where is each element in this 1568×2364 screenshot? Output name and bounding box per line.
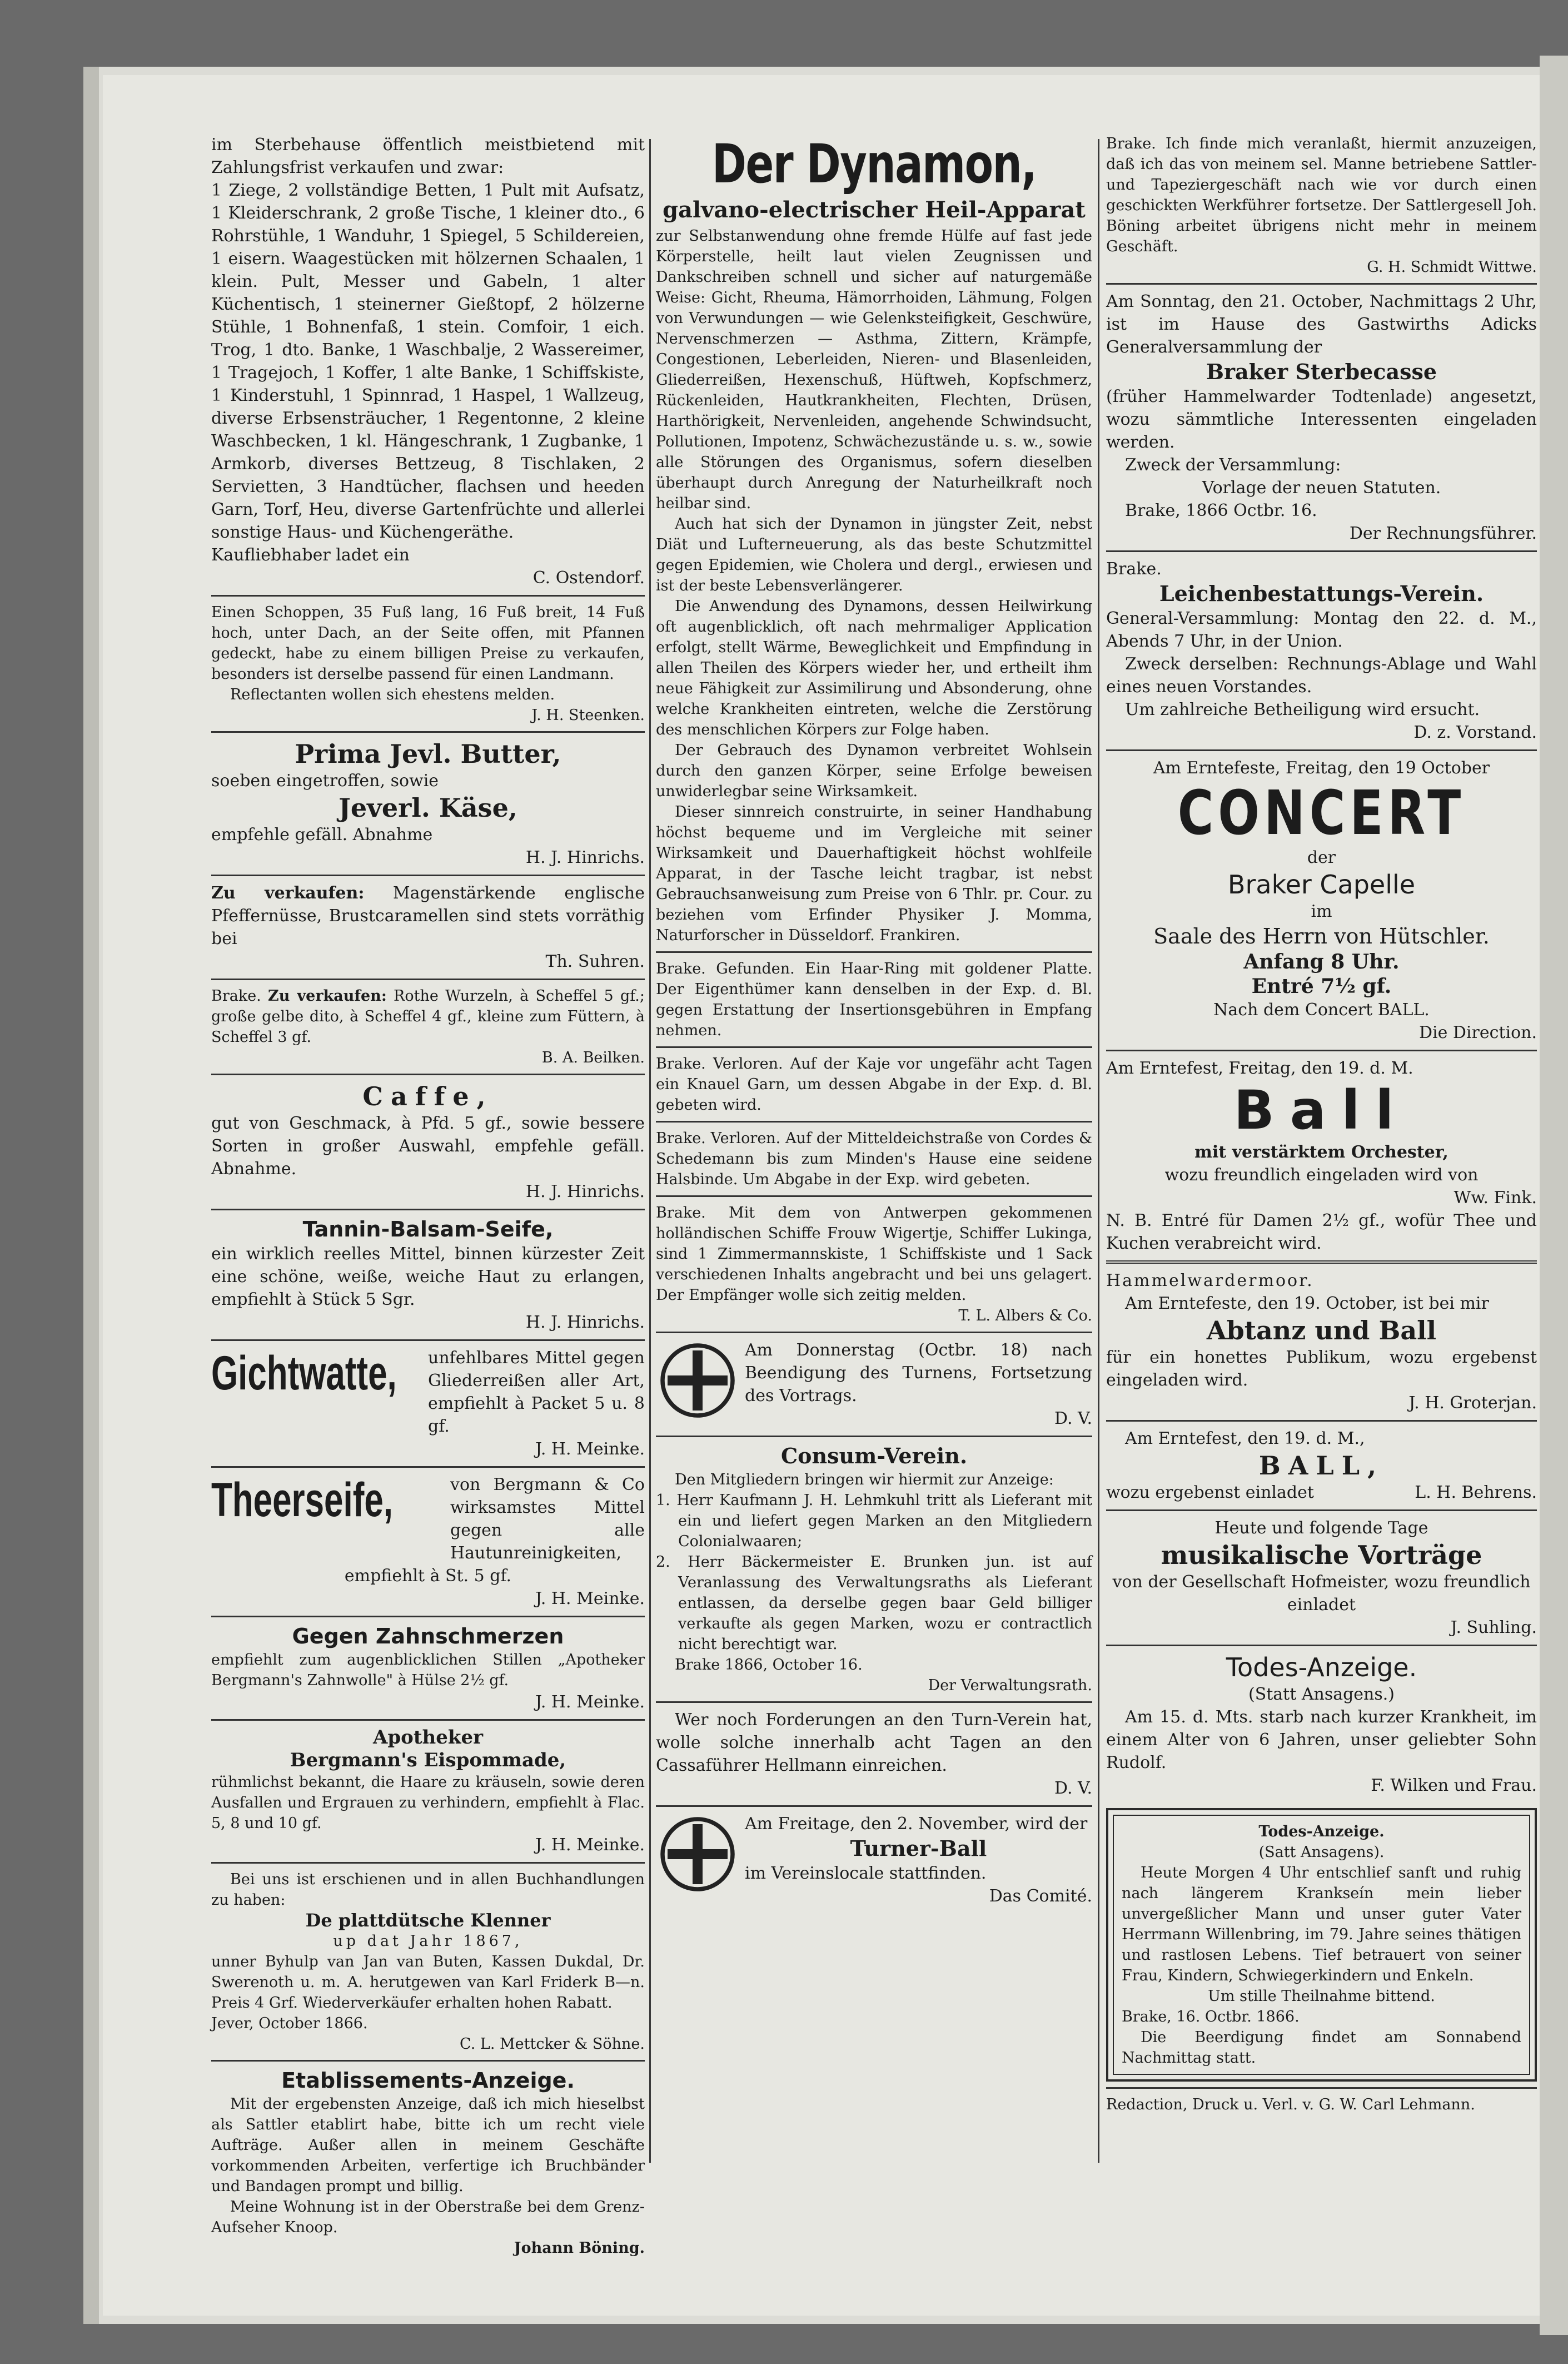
ad-separator xyxy=(656,951,1092,953)
sterbecasse-date: Brake, 1866 Octbr. 16. xyxy=(1125,501,1317,520)
ad-separator xyxy=(211,1719,645,1721)
ad-separator xyxy=(1106,1050,1537,1051)
ad-separator xyxy=(211,1074,645,1075)
ball1-signature: Ww. Fink. xyxy=(1453,1188,1537,1208)
klenner-intro: Bei uns ist erschienen und in allen Buchhandlungen zu haben: xyxy=(211,1871,645,1909)
vortraege-title: musikalische Vorträge xyxy=(1161,1540,1482,1570)
antwerpen-ad xyxy=(656,1203,1092,1326)
forderungen-ad xyxy=(656,1709,1092,1800)
ad-separator xyxy=(1106,1260,1537,1264)
gicht-signature: J. H. Meinke. xyxy=(535,1439,645,1459)
theer-title: Theerseife, xyxy=(211,1473,393,1527)
vortraege-text: von der Gesellschaft Hofmeister, wozu freundlich einladet xyxy=(1112,1572,1531,1615)
concert-intro: Am Erntefeste, Freitag, den 19 October xyxy=(1153,758,1490,778)
todes1-text: Am 15. d. Mts. starb nach kurzer Krankheit, im einem Alter von 6 Jahren, unser geliebter Sohn Rudolf. xyxy=(1106,1707,1537,1772)
schoppen-ad xyxy=(211,602,645,726)
ball1-text: wozu freundlich eingeladen wird von xyxy=(1164,1165,1479,1185)
etabl-text2: Meine Wohnung ist in der Oberstraße bei dem Grenz-Aufseher Knoop. xyxy=(211,2198,645,2236)
todes2-date: Brake, 16. Octbr. 1866. xyxy=(1122,2008,1300,2025)
ad-separator xyxy=(211,595,645,597)
ad-separator xyxy=(1106,1645,1537,1646)
wurzeln-ad xyxy=(211,986,645,1068)
turnerball-ad xyxy=(656,1812,1092,1908)
pommade-ad xyxy=(211,1726,645,1856)
ad-separator xyxy=(656,1195,1092,1197)
page-edge xyxy=(1540,56,1568,2335)
abtanz-signature: J. H. Groterjan. xyxy=(1408,1393,1537,1413)
auction-items: 1 Ziege, 2 vollständige Betten, 1 Pult mit Aufsatz, 1 Kleiderschrank, 2 große Tische, 1 kleiner dto., 6 Rohrstühle, 1 Wanduhr, 1 Spiegel, 5 Schildereien, 1 eisern. Waagestücken mit hölzernen Schaalen, 1 klein. Pult, Messer und Gabeln, 1 alter Küchentisch, 1 steinerner Gießtopf, 2 hölzerne Stühle, 1 Bohnenfaß, 1 stein. Comfoir, 1 eich. Trog, 1 dto. Banke, 1 Waschbalje, 2 Wassereimer, 1 Tragejoch, 1 Koffer, 1 alte Banke, 1 Schiffskiste, 1 Kinderstuhl, 1 Spinnrad, 1 Haspel, 1 Wallzeug, diverse Erbsensträucher, 1 Regentonne, 2 kleine Waschbecken, 1 kl. Hängeschrank, 1 Zugbanke, 1 Armkorb, diverses Bettzeug, 8 Tischlaken, 2 Servietten, 3 Handtücher, flachsen und heeden Garn, Torf, Heu, diverse Gartenfrüchte und allerlei sonstige Haus- und Küchengeräthe. xyxy=(211,181,645,542)
concert-im: im xyxy=(1311,902,1332,921)
dynamon-p3: Die Anwendung des Dynamons, dessen Heilwirkung oft augenblicklich, oft nach mehrmaliger Application erfolgt, stellt Wärme, Beweglichkeit und Empfindung in allen Theilen des Körpers wieder her, und ertheilt ihm neue Fähigkeit zur Assimilirung und Absonderung, ohne welche Krankheiten eintreten, welche die Zerstörung des menschlichen Körpers zur Folge haben. xyxy=(656,598,1092,738)
todes1-signature: F. Wilken und Frau. xyxy=(1371,1776,1537,1795)
ball2-intro: Am Erntefest, den 19. d. M., xyxy=(1125,1429,1365,1448)
sterbecasse-ad xyxy=(1106,290,1537,545)
sterbecasse-zweck2: Vorlage der neuen Statuten. xyxy=(1202,478,1441,498)
caffe-signature: H. J. Hinrichs. xyxy=(525,1182,645,1201)
consum-date: Brake 1866, October 16. xyxy=(675,1656,863,1673)
gicht-text: unfehlbares Mittel gegen Gliederreißen aller Art, empfiehlt à Packet 5 u. 8 gf. xyxy=(428,1348,645,1436)
imprint: Redaction, Druck u. Verl. v. G. W. Carl Lehmann. xyxy=(1106,2096,1475,2113)
sterbecasse-signature: Der Rechnungsführer. xyxy=(1349,524,1537,543)
ad-separator xyxy=(1106,1420,1537,1422)
consum-signature: Der Verwaltungsrath. xyxy=(928,1677,1092,1694)
dynamon-p5: Dieser sinnreich construirte, in seiner Handhabung höchst bequeme und im Vergleiche mit seiner Wirksamkeit und Dauerhaftigkeit höchst wohlfeile Apparat, in der Tasche leicht tragbar, ist nebst Gebrauchsanweisung zum Preise von 6 Thlr. pr. Cour. zu beziehen vom Erfinder Physiker J. Momma, Naturforscher in Düsseldorf. Frankiren. xyxy=(656,803,1092,944)
abtanz-intro: Am Erntefeste, den 19. October, ist bei mir xyxy=(1125,1294,1489,1313)
sattler-ad xyxy=(1106,133,1537,277)
butter-title: Prima Jevl. Butter, xyxy=(295,739,561,769)
caffe-ad xyxy=(211,1081,645,1203)
sattler-signature: G. H. Schmidt Wittwe. xyxy=(1367,259,1537,276)
caffe-title: Caffe, xyxy=(362,1081,494,1111)
pommade-text: rühmlichst bekannt, die Haare zu kräuseln, sowie deren Ausfallen und Ergrauen zu verhindern, empfiehlt à Flac. 5, 8 und 10 gf. xyxy=(211,1774,645,1832)
concert-band: Braker Capelle xyxy=(1227,870,1416,900)
wurzeln-text: Rothe Wurzeln, à Scheffel 5 gf.; große gelbe dito, à Scheffel 4 gf., kleine zum Füttern, à Scheffel 3 gf. xyxy=(211,987,645,1046)
butter-ad xyxy=(211,738,645,869)
ball2-ad xyxy=(1106,1427,1537,1504)
leichen-place: Brake. xyxy=(1106,559,1162,579)
todes2-ad xyxy=(1113,1815,1530,2075)
ad-separator xyxy=(656,1436,1092,1437)
verloren1-ad: Brake. Verloren. Auf der Kaje vor ungefähr acht Tagen ein Knauel Garn, um dessen Abgabe in der Exp. d. Bl. gebeten wird. xyxy=(656,1055,1092,1114)
pfeffer-ad xyxy=(211,882,645,973)
leichen-title: Leichenbestattungs-Verein. xyxy=(1159,581,1484,606)
ad-separator xyxy=(211,1209,645,1210)
concert-entry: Entré 7½ gf. xyxy=(1251,975,1392,998)
ad-separator xyxy=(211,1466,645,1468)
leichen-text: General-Versammlung: Montag den 22. d. M., Abends 7 Uhr, in der Union. xyxy=(1106,609,1537,651)
forderungen-text: Wer noch Forderungen an den Turn-Verein hat, wolle solche innerhalb acht Tagen an den Cassaführer Hellmann einreichen. xyxy=(656,1710,1092,1775)
concert-title: CONCERT xyxy=(1177,777,1466,848)
butter-text: empfehle gefäll. Abnahme xyxy=(211,825,433,845)
consum-title: Consum-Verein. xyxy=(780,1443,968,1468)
theer-ad xyxy=(211,1473,645,1610)
zahn-title: Gegen Zahnschmerzen xyxy=(292,1624,564,1648)
sterbecasse-zweck: Zweck der Versammlung: xyxy=(1125,455,1341,475)
sterbecasse-text2: (früher Hammelwarder Todtenlade) angesetzt, wozu sämmtliche Interessenten eingeladen werden. xyxy=(1106,387,1537,452)
todes2-title: Todes-Anzeige. xyxy=(1258,1823,1385,1840)
turnerball-text: im Vereinslocale stattfinden. xyxy=(745,1864,987,1883)
dynamon-p1: zur Selbstanwendung ohne fremde Hülfe auf fast jede Körperstelle, heilt laut vielen Zeugnissen und Dankschreiben schnell und sicher auf naturgemäße Weise: Gicht, Rheuma, Hämorrhoiden, Lähmung, Folgen von Verwundungen — wie Gelenksteifigkeit, Geschwüre, Nervenschmerzen — Asthma, Zittern, Krämpfe, Congestionen, Leberleiden, Nieren- und Blasenleiden, Gliederreißen, Hexenschuß, Hüftweh, Kopfschmerz, Rückenleiden, Hautkrankheiten, Flechten, Drüsen, Harthörigkeit, Nervenleiden, angehende Schwindsucht, Pollutionen, Impotenz, Schwächezustände u. s. w., sowie alle Störungen des Organismus, sofern dieselben überhaupt durch Anregung der Naturheilkraft noch heilbar sind. xyxy=(656,227,1092,512)
etabl-text: Mit der ergebensten Anzeige, daß ich mich hieselbst als Sattler etablirt habe, bitte ich um recht viele Aufträge. Außer allen in meinem Geschäfte vorkommenden Arbeiten, verfertige ich Bruchbänder und Bandagen prompt und billig. xyxy=(211,2095,645,2195)
ball1-title: Ball xyxy=(1233,1079,1410,1141)
butter-sub: soeben eingetroffen, sowie xyxy=(211,771,439,791)
consum-intro: Den Mitgliedern bringen wir hiermit zur Anzeige: xyxy=(675,1471,1054,1488)
wurzeln-signature: B. A. Beilken. xyxy=(541,1049,645,1066)
theer-signature: J. H. Meinke. xyxy=(535,1589,645,1608)
turnerball-title: Turner-Ball xyxy=(850,1836,987,1861)
kaese-title: Jeverl. Käse, xyxy=(339,793,517,823)
consum-ad xyxy=(656,1443,1092,1696)
theer-text2: empfiehlt à St. 5 gf. xyxy=(344,1566,512,1586)
column-1 xyxy=(211,133,645,2258)
leichen-signature: D. z. Vorstand. xyxy=(1413,723,1537,742)
column-rule xyxy=(649,139,651,2163)
ad-separator xyxy=(211,1862,645,1864)
consum-item-2: 2. Herr Bäckermeister E. Brunken jun. ist auf Veranlassung des Verwaltungsraths als Lieferant entlassen, da derselbe gegen baar Geld billiger verkaufte als gegen Marken, wozu er contractlich nicht berechtigt war. xyxy=(656,1553,1092,1653)
schoppen-signature: J. H. Steenken. xyxy=(531,707,645,724)
klenner-ad xyxy=(211,1869,645,2054)
concert-after: Nach dem Concert BALL. xyxy=(1213,1000,1430,1020)
turnen-ad xyxy=(656,1339,1092,1430)
tannin-ad xyxy=(211,1216,645,1334)
ad-separator xyxy=(656,1701,1092,1703)
todes1-title: Todes-Anzeige. xyxy=(1226,1652,1417,1682)
ball2-title: BALL, xyxy=(1258,1451,1385,1481)
ball2-signature: L. H. Behrens. xyxy=(1415,1483,1537,1502)
leichen-ad xyxy=(1106,558,1537,744)
dynamon-p4: Der Gebrauch des Dynamon verbreitet Wohlsein durch den ganzen Körper, seine Erfolge beweisen unwiderlegbar seine Wirksamkeit. xyxy=(656,742,1092,800)
schoppen-note: Reflectanten wollen sich ehestens melden. xyxy=(230,686,555,703)
ad-separator xyxy=(1106,283,1537,285)
antwerpen-text: Brake. Mit dem von Antwerpen gekommenen holländischen Schiffe Frouw Wigertje, Schiffer Lukinga, sind 1 Zimmermannskiste, 1 Schiffskiste und 1 Sack verschiedenen Inhalts angebracht und bei uns gelagert. Der Empfänger wolle sich zeitig melden. xyxy=(656,1204,1092,1304)
ad-separator xyxy=(1106,2087,1537,2089)
sterbecasse-text: Am Sonntag, den 21. October, Nachmittags 2 Uhr, ist im Hause des Gastwirths Adicks Generalversammlung der xyxy=(1106,292,1537,357)
ad-separator xyxy=(211,1616,645,1617)
ball2-text: wozu ergebenst einladet xyxy=(1106,1483,1314,1502)
auction-ad xyxy=(211,133,645,589)
leichen-text2: Zweck derselben: Rechnungs-Ablage und Wahl eines neuen Vorstandes. xyxy=(1106,654,1537,697)
todes1-sub: (Statt Ansagens.) xyxy=(1248,1685,1395,1704)
ad-separator xyxy=(656,1046,1092,1048)
todes1-ad xyxy=(1106,1652,1537,1797)
antwerpen-signature: T. L. Albers & Co. xyxy=(958,1307,1092,1324)
todes2-text3: Die Beerdigung findet am Sonnabend Nachmittag statt. xyxy=(1122,2029,1521,2067)
zahn-signature: J. H. Meinke. xyxy=(535,1692,645,1712)
klenner-year: up dat Jahr 1867, xyxy=(333,1933,523,1950)
column-3 xyxy=(1106,133,1537,2115)
ball1-nb: N. B. Entré für Damen 2½ gf., wofür Thee und Kuchen verabreicht wird. xyxy=(1106,1211,1537,1253)
auction-text: im Sterbehause öffentlich meistbietend mit Zahlungsfrist verkaufen und zwar: xyxy=(211,135,645,177)
etabl-title: Etablissements-Anzeige. xyxy=(281,2068,575,2093)
ad-separator xyxy=(1106,749,1537,751)
dynamon-p2: Auch hat sich der Dynamon in jüngster Zeit, nebst Diät und Lufterneuerung, als das beste Schutzmittel gegen Epidemien, wie Cholera und dergl., erwiesen und ist der beste Lebensverlängerer. xyxy=(656,515,1092,594)
turnerball-intro: Am Freitage, den 2. November, wird der xyxy=(745,1814,1088,1834)
pfeffer-head: Zu verkaufen: xyxy=(211,883,365,903)
concert-der: der xyxy=(1307,848,1336,867)
etabl-ad xyxy=(211,2067,645,2258)
todes2-text: Heute Morgen 4 Uhr entschlief sanft und ruhig nach längerem Krankseín mein lieber unvergeßlicher Mann und unser guter Vater Herrmann Willenbring, im 79. Jahre seines thätigen und rastlosen Lebens. Tief betrauert von seiner Frau, Kindern, Schwiegerkindern und Enkeln. xyxy=(1122,1864,1521,1984)
pommade-title: Apotheker xyxy=(373,1726,483,1749)
concert-place: Saale des Herrn von Hütschler. xyxy=(1153,924,1490,948)
abtanz-ad xyxy=(1106,1269,1537,1414)
concert-signature: Die Direction. xyxy=(1418,1023,1537,1042)
ad-separator xyxy=(656,1805,1092,1807)
pommade-title2: Bergmann's Eispommade, xyxy=(290,1749,566,1771)
todes2-frame xyxy=(1106,1808,1537,2082)
caffe-text: gut von Geschmack, à Pfd. 5 gf., sowie bessere Sorten in großer Auswahl, empfehle gefäll. Abnahme. xyxy=(211,1114,645,1179)
tannin-signature: H. J. Hinrichs. xyxy=(525,1313,645,1332)
zahn-ad xyxy=(211,1623,645,1714)
forderungen-signature: D. V. xyxy=(1054,1779,1092,1798)
klenner-signature: C. L. Mettcker & Söhne. xyxy=(460,2035,645,2053)
vortraege-intro: Heute und folgende Tage xyxy=(1214,1518,1428,1538)
tannin-title: Tannin-Balsam-Seife, xyxy=(302,1217,554,1241)
klenner-title: De plattdütsche Klenner xyxy=(305,1910,551,1931)
dynamon-ad xyxy=(656,133,1092,946)
pfeffer-signature: Th. Suhren. xyxy=(545,952,645,971)
ad-separator xyxy=(211,731,645,733)
ad-separator xyxy=(211,2060,645,2062)
sterbecasse-title: Braker Sterbecasse xyxy=(1206,359,1437,384)
leichen-text3: Um zahlreiche Betheiligung wird ersucht. xyxy=(1125,700,1480,719)
abtanz-title: Abtanz und Ball xyxy=(1206,1315,1437,1345)
zahn-text: empfiehlt zum augenblicklichen Stillen „Apotheker Bergmann's Zahnwolle" à Hülse 2½ gf. xyxy=(211,1651,645,1689)
klenner-date: Jever, October 1866. xyxy=(211,2015,368,2032)
ad-separator xyxy=(211,1339,645,1341)
concert-start: Anfang 8 Uhr. xyxy=(1243,950,1400,974)
wurzeln-place: Brake. xyxy=(211,987,261,1005)
ad-separator xyxy=(211,979,645,980)
sattler-text: Brake. Ich finde mich veranlaßt, hiermit anzuzeigen, daß ich das von meinem sel. Manne betriebene Sattler- und Tapeziergeschäft nach wie vor durch einen geschickten Werkführer fortsetze. Der Sattlergesell Joh. Böning arbeitet übrigens nicht mehr in meinem Geschäft. xyxy=(1106,135,1537,255)
turner-cross-emblem-icon xyxy=(656,1812,739,1896)
klenner-text: unner Byhulp van Jan van Buten, Kassen Dukdal, Dr. Swerenoth u. m. A. herutgewen van Karl Friderk B—n. Preis 4 Grf. Wiederverkäufer erhalten hohen Rabatt. xyxy=(211,1953,645,2012)
turner-cross-emblem-icon xyxy=(656,1339,739,1422)
column-rule xyxy=(1098,139,1099,2163)
ad-separator xyxy=(656,1121,1092,1123)
ball1-intro: Am Erntefest, Freitag, den 19. d. M. xyxy=(1106,1059,1413,1078)
tannin-text: ein wirklich reelles Mittel, binnen kürzester Zeit eine schöne, weiße, weiche Haut zu erlangen, empfiehlt à Stück 5 Sgr. xyxy=(211,1244,645,1309)
gicht-ad xyxy=(211,1347,645,1461)
consum-item-1: 1. Herr Kaufmann J. H. Lehmkuhl tritt als Lieferant mit ein und liefert gegen Marken an den Mitgliedern Colonialwaaren; xyxy=(656,1492,1092,1550)
dynamon-subtitle: galvano-electrischer Heil-Apparat xyxy=(663,197,1086,223)
etabl-signature: Johann Böning. xyxy=(514,2239,645,2257)
ad-separator xyxy=(211,875,645,876)
ball1-sub: mit verstärktem Orchester, xyxy=(1194,1143,1448,1162)
gefunden-ad: Brake. Gefunden. Ein Haar-Ring mit goldener Platte. Der Eigenthümer kann denselben in der Exp. d. Bl. gegen Erstattung der Insertionsgebühren in Empfang nehmen. xyxy=(656,960,1092,1039)
theer-text: von Bergmann & Co wirksamstes Mittel gegen alle Hautunreinigkeiten, xyxy=(450,1475,645,1563)
ad-separator xyxy=(1106,1509,1537,1511)
abtanz-text: für ein honettes Publikum, wozu ergebenst eingeladen wird. xyxy=(1106,1348,1537,1390)
ad-separator xyxy=(656,1332,1092,1333)
turnen-text: Am Donnerstag (Octbr. 18) nach Beendigung des Turnens, Fortsetzung des Vortrags. xyxy=(745,1340,1092,1406)
gicht-title: Gichtwatte, xyxy=(211,1347,397,1400)
dynamon-title: Der Dynamon, xyxy=(711,133,1037,195)
concert-ad xyxy=(1106,757,1537,1044)
auction-closing: Kaufliebhaber ladet ein xyxy=(211,545,410,565)
todes2-sub: (Satt Ansagens). xyxy=(1258,1844,1385,1861)
todes2-text2: Um stille Theilnahme bittend. xyxy=(1208,1988,1435,2005)
turnerball-signature: Das Comité. xyxy=(989,1886,1092,1906)
abtanz-place: Hammelwardermoor. xyxy=(1106,1271,1314,1290)
vortraege-ad xyxy=(1106,1517,1537,1639)
verloren2-ad: Brake. Verloren. Auf der Mitteldeichstraße von Cordes & Schedemann bis zum Minden's Hause eine seidene Halsbinde. Um Abgabe in der Exp. wird gebeten. xyxy=(656,1130,1092,1188)
vortraege-signature: J. Suhling. xyxy=(1450,1618,1537,1637)
butter-signature: H. J. Hinrichs. xyxy=(525,848,645,867)
ball1-ad xyxy=(1106,1057,1537,1255)
wurzeln-head: Zu verkaufen: xyxy=(268,987,387,1005)
pfeffer-text: Magenstärkende englische Pfeffernüsse, Brustcaramellen sind stets vorräthig bei xyxy=(211,883,645,948)
turnen-signature: D. V. xyxy=(1054,1409,1092,1428)
pommade-signature: J. H. Meinke. xyxy=(535,1835,645,1855)
column-2 xyxy=(656,133,1092,1908)
auction-signature: C. Ostendorf. xyxy=(532,568,645,588)
ad-separator xyxy=(1106,550,1537,552)
schoppen-text: Einen Schoppen, 35 Fuß lang, 16 Fuß breit, 14 Fuß hoch, unter Dach, an der Seite offen, mit Pfannen gedeckt, habe zu einem billigen Preise zu verkaufen, besonders ist derselbe passend für einen Landmann. xyxy=(211,604,645,683)
